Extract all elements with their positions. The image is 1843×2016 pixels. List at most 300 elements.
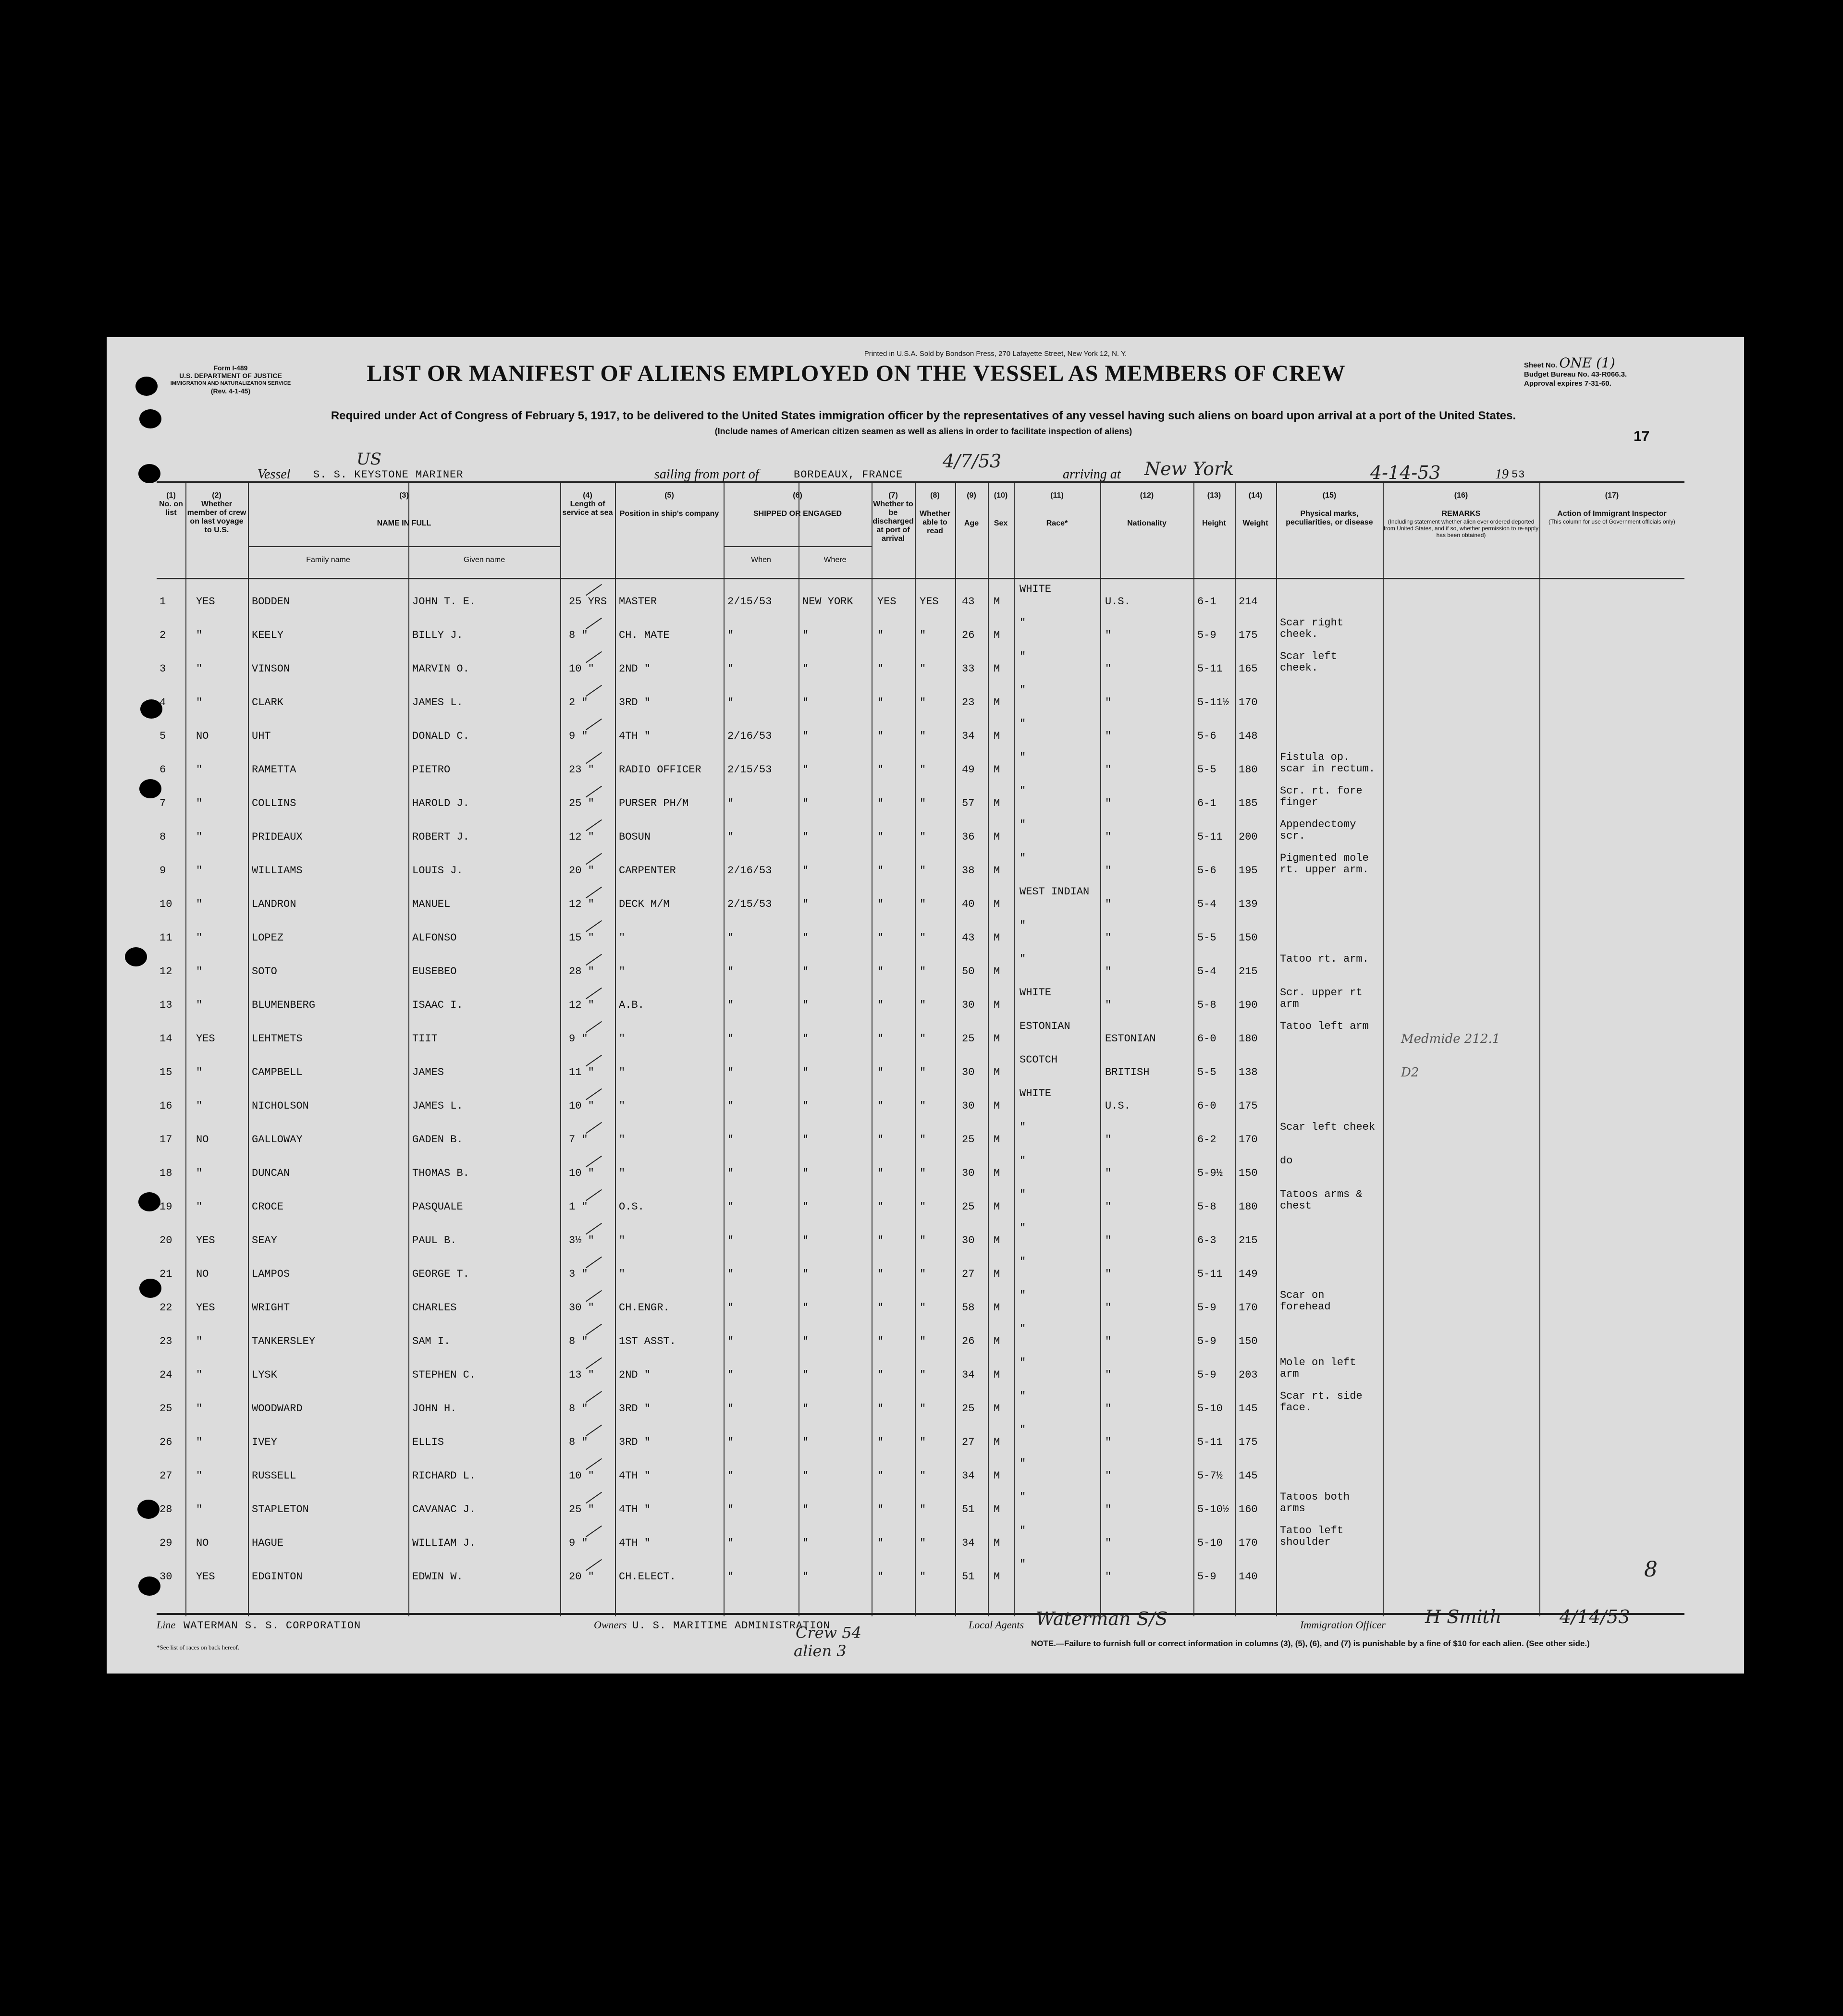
family-name: KEELY (252, 629, 284, 641)
table-row (157, 986, 1684, 1020)
col2-num: (2) (212, 491, 221, 500)
check-mark (586, 1357, 602, 1369)
last-voyage: " (196, 1167, 203, 1179)
table-row (157, 1289, 1684, 1322)
form-number: Form I-489 (213, 364, 248, 372)
shipped-when: " (727, 1201, 734, 1213)
family-name: LEHTMETS (252, 1033, 303, 1045)
department: U.S. DEPARTMENT OF JUSTICE (179, 372, 282, 379)
race: " (1020, 751, 1026, 763)
approval-expires: Approval expires 7-31-60. (1524, 379, 1611, 388)
discharged: " (877, 629, 884, 641)
last-voyage: " (196, 1066, 203, 1078)
officer-label: Immigration Officer (1300, 1619, 1386, 1631)
position: 2ND " (619, 1369, 651, 1381)
discharged: " (877, 764, 884, 776)
length-of-service: 12 " (569, 999, 594, 1011)
able-to-read: " (920, 764, 926, 776)
last-voyage: NO (196, 1134, 209, 1146)
col3-num: (3) (399, 491, 409, 500)
last-voyage: " (196, 1436, 203, 1448)
discharged: " (877, 999, 884, 1011)
shipped-where: " (802, 1234, 809, 1246)
row-number: 29 (160, 1537, 172, 1549)
sex: M (994, 1167, 1000, 1179)
sex: M (994, 1369, 1000, 1381)
physical-marks: Scr. upper rt arm (1280, 987, 1363, 1010)
crew-count-handwritten: Crew 54 (796, 1624, 861, 1642)
discharged: " (877, 1201, 884, 1213)
length-of-service: 20 " (569, 1571, 594, 1583)
given-name: JAMES L. (412, 1100, 463, 1112)
discharged: " (877, 1369, 884, 1381)
able-to-read: " (920, 1302, 926, 1314)
row-number: 28 (160, 1503, 172, 1515)
race: " (1020, 1525, 1026, 1537)
check-mark (586, 1088, 602, 1100)
length-of-service: 11 " (569, 1066, 594, 1078)
last-voyage: " (196, 865, 203, 877)
physical-marks: Scar rt. side face. (1280, 1390, 1363, 1414)
age: 51 (962, 1571, 975, 1583)
physical-marks: Tatoo left arm (1280, 1020, 1369, 1032)
height: 6-2 (1197, 1134, 1216, 1146)
nationality: " (1105, 1403, 1112, 1415)
weight: 175 (1239, 1436, 1258, 1448)
remarks: Medmide 212.1 (1401, 1032, 1500, 1046)
table-row (157, 1222, 1684, 1255)
length-of-service: 28 " (569, 965, 594, 977)
alien-count-handwritten: alien 3 (794, 1642, 847, 1660)
shipped-where: " (802, 1268, 809, 1280)
punch-hole (135, 377, 158, 396)
table-row (157, 1524, 1684, 1558)
able-to-read: " (920, 1268, 926, 1280)
sex: M (994, 965, 1000, 977)
weight: 175 (1239, 1100, 1258, 1112)
length-of-service: 8 " (569, 629, 588, 641)
shipped-when: 2/16/53 (727, 730, 772, 742)
length-of-service: 7 " (569, 1134, 588, 1146)
race: " (1020, 953, 1026, 965)
family-name: LYSK (252, 1369, 277, 1381)
family-name: LANDRON (252, 898, 296, 910)
nationality: " (1105, 730, 1112, 742)
height: 5-9 (1197, 629, 1216, 641)
row-number: 10 (160, 898, 172, 910)
race: " (1020, 1155, 1026, 1167)
col6-header: SHIPPED OR ENGAGED (753, 510, 842, 518)
table-row (157, 1188, 1684, 1222)
discharged: " (877, 696, 884, 709)
sex: M (994, 1234, 1000, 1246)
given-name: BILLY J. (412, 629, 463, 641)
last-voyage: " (196, 1369, 203, 1381)
shipped-when: " (727, 1537, 734, 1549)
margin-mark: 8 (1644, 1557, 1658, 1582)
row-number: 22 (160, 1302, 172, 1314)
able-to-read: " (920, 1369, 926, 1381)
family-name: WRIGHT (252, 1302, 290, 1314)
position: " (619, 1066, 626, 1078)
shipped-when: " (727, 932, 734, 944)
age: 33 (962, 663, 975, 675)
height: 5-10 (1197, 1537, 1223, 1549)
weight: 170 (1239, 1537, 1258, 1549)
position: 4TH " (619, 1537, 651, 1549)
row-number: 6 (160, 764, 166, 776)
last-voyage: " (196, 797, 203, 809)
col11-num: (11) (1050, 491, 1064, 500)
age: 27 (962, 1436, 975, 1448)
year-label: 19 (1495, 467, 1509, 482)
discharged: " (877, 1436, 884, 1448)
col12-header: Nationality (1127, 519, 1167, 527)
race: " (1020, 1356, 1026, 1368)
weight: 200 (1239, 831, 1258, 843)
col9-header: Age (964, 519, 979, 527)
check-mark (586, 1122, 602, 1134)
last-voyage: " (196, 965, 203, 977)
sex: M (994, 898, 1000, 910)
race: " (1020, 1558, 1026, 1570)
able-to-read: " (920, 865, 926, 877)
physical-marks: Scar left cheek (1280, 1121, 1376, 1133)
sex: M (994, 629, 1000, 641)
race-footnote: *See list of races on back hereof. (157, 1644, 240, 1651)
shipped-where: " (802, 1302, 809, 1314)
table-row (157, 1255, 1684, 1289)
row-number: 13 (160, 999, 172, 1011)
last-voyage: YES (196, 1033, 215, 1045)
shipped-when: " (727, 629, 734, 641)
shipped-where: " (802, 1066, 809, 1078)
given-name: THOMAS B. (412, 1167, 469, 1179)
given-name: GADEN B. (412, 1134, 463, 1146)
check-mark (586, 719, 602, 731)
able-to-read: " (920, 1537, 926, 1549)
physical-marks: Pigmented mole rt. upper arm. (1280, 852, 1369, 876)
check-mark (586, 1526, 602, 1538)
length-of-service: 20 " (569, 865, 594, 877)
age: 25 (962, 1134, 975, 1146)
race: " (1020, 1390, 1026, 1402)
table-row (157, 1087, 1684, 1121)
shipped-where: " (802, 629, 809, 641)
physical-marks: Tatoo left shoulder (1280, 1525, 1344, 1548)
length-of-service: 8 " (569, 1403, 588, 1415)
weight: 139 (1239, 898, 1258, 910)
col4-header: Length of service at sea (562, 500, 613, 517)
line-label: Line (157, 1619, 176, 1631)
given-name: SAM I. (412, 1335, 451, 1347)
shipped-when: " (727, 1033, 734, 1045)
row-number: 20 (160, 1234, 172, 1246)
sex: M (994, 1537, 1000, 1549)
weight: 165 (1239, 663, 1258, 675)
height: 6-0 (1197, 1100, 1216, 1112)
shipped-where: " (802, 965, 809, 977)
discharged: YES (877, 596, 897, 608)
col13-num: (13) (1207, 491, 1221, 500)
check-mark (586, 887, 602, 899)
position: RADIO OFFICER (619, 764, 701, 776)
sex: M (994, 596, 1000, 608)
discharged: " (877, 1167, 884, 1179)
last-voyage: " (196, 663, 203, 675)
height: 6-1 (1197, 797, 1216, 809)
family-name: DUNCAN (252, 1167, 290, 1179)
discharged: " (877, 663, 884, 675)
row-number: 9 (160, 865, 166, 877)
sex: M (994, 1403, 1000, 1415)
shipped-where: " (802, 865, 809, 877)
race: ESTONIAN (1020, 1020, 1070, 1032)
weight: 180 (1239, 1033, 1258, 1045)
height: 5-11 (1197, 663, 1223, 675)
shipped-when: " (727, 797, 734, 809)
age: 38 (962, 865, 975, 877)
shipped-when: " (727, 1369, 734, 1381)
row-number: 24 (160, 1369, 172, 1381)
table-row (157, 1491, 1684, 1524)
last-voyage: " (196, 1100, 203, 1112)
sex: M (994, 1335, 1000, 1347)
family-name: CROCE (252, 1201, 284, 1213)
given-name: ISAAC I. (412, 999, 463, 1011)
check-mark (586, 853, 602, 865)
age: 49 (962, 764, 975, 776)
discharged: " (877, 1066, 884, 1078)
family-name: IVEY (252, 1436, 277, 1448)
race: WHITE (1020, 1087, 1052, 1100)
able-to-read: " (920, 1100, 926, 1112)
nationality: " (1105, 1369, 1112, 1381)
shipped-when: " (727, 1436, 734, 1448)
nationality: " (1105, 1201, 1112, 1213)
nationality: U.S. (1105, 1100, 1130, 1112)
shipped-where: " (802, 932, 809, 944)
row-number: 18 (160, 1167, 172, 1179)
budget-bureau: Budget Bureau No. 43-R066.3. (1524, 370, 1627, 379)
position: CH. MATE (619, 629, 670, 641)
height: 5-5 (1197, 764, 1216, 776)
form-identifier (159, 364, 303, 395)
race: " (1020, 819, 1026, 831)
arriving-label: arriving at (1063, 467, 1121, 482)
given-name: MANUEL (412, 898, 451, 910)
discharged: " (877, 1234, 884, 1246)
discharged: " (877, 932, 884, 944)
given-name-header: Given name (463, 556, 505, 564)
agents-handwritten: Waterman S/S (1036, 1608, 1168, 1629)
family-name: EDGINTON (252, 1571, 303, 1583)
able-to-read: " (920, 831, 926, 843)
shipped-when: " (727, 1503, 734, 1515)
discharged: " (877, 1537, 884, 1549)
given-name: TIIT (412, 1033, 438, 1045)
check-mark (586, 1021, 602, 1033)
nationality: " (1105, 1167, 1112, 1179)
discharged: " (877, 1033, 884, 1045)
revision: (Rev. 4-1-45) (210, 387, 251, 395)
age: 57 (962, 797, 975, 809)
family-name: SEAY (252, 1234, 277, 1246)
table-row (157, 953, 1684, 986)
line-value: WATERMAN S. S. CORPORATION (184, 1620, 361, 1632)
given-name: PASQUALE (412, 1201, 463, 1213)
weight: 145 (1239, 1403, 1258, 1415)
race: WHITE (1020, 583, 1052, 595)
nationality: " (1105, 965, 1112, 977)
discharged: " (877, 1100, 884, 1112)
race: WHITE (1020, 987, 1052, 999)
height: 6-3 (1197, 1234, 1216, 1246)
last-voyage: YES (196, 1302, 215, 1314)
age: 25 (962, 1403, 975, 1415)
height: 5-10½ (1197, 1503, 1229, 1515)
position: 4TH " (619, 1470, 651, 1482)
age: 25 (962, 1033, 975, 1045)
length-of-service: 10 " (569, 1470, 594, 1482)
position: BOSUN (619, 831, 651, 843)
race: " (1020, 1424, 1026, 1436)
discharged: " (877, 1268, 884, 1280)
weight: 150 (1239, 1335, 1258, 1347)
race: " (1020, 684, 1026, 696)
family-name: COLLINS (252, 797, 296, 809)
nationality: " (1105, 764, 1112, 776)
manifest-document (107, 337, 1744, 1674)
age: 34 (962, 730, 975, 742)
race: " (1020, 1457, 1026, 1469)
position: A.B. (619, 999, 644, 1011)
given-name: PAUL B. (412, 1234, 457, 1246)
position: CH.ELECT. (619, 1571, 676, 1583)
position: " (619, 1268, 626, 1280)
age: 30 (962, 1167, 975, 1179)
age: 30 (962, 1066, 975, 1078)
last-voyage: YES (196, 1571, 215, 1583)
nationality: " (1105, 663, 1112, 675)
given-name: DONALD C. (412, 730, 469, 742)
nationality: " (1105, 1335, 1112, 1347)
shipped-where: " (802, 1403, 809, 1415)
check-mark (586, 1156, 602, 1168)
discharged: " (877, 797, 884, 809)
nationality: U.S. (1105, 596, 1130, 608)
shipped-where: " (802, 730, 809, 742)
given-name: MARVIN O. (412, 663, 469, 675)
race: " (1020, 1491, 1026, 1503)
sex: M (994, 696, 1000, 709)
given-name: EDWIN W. (412, 1571, 463, 1583)
sex: M (994, 1302, 1000, 1314)
able-to-read: " (920, 1033, 926, 1045)
row-number: 8 (160, 831, 166, 843)
shipped-when: " (727, 1167, 734, 1179)
last-voyage: NO (196, 1268, 209, 1280)
col7-header: Whether to be discharged at port of arrival (872, 500, 914, 543)
include-note: (Include names of American citizen seamen as well as aliens in order to facilitate inspection of aliens) (714, 427, 1132, 436)
sheet-info (1524, 355, 1735, 388)
table-row (157, 684, 1684, 717)
col16-num: (16) (1454, 491, 1468, 500)
weight: 148 (1239, 730, 1258, 742)
physical-marks: Scar on forehead (1280, 1289, 1331, 1313)
able-to-read: " (920, 730, 926, 742)
weight: 150 (1239, 1167, 1258, 1179)
nationality: " (1105, 1537, 1112, 1549)
check-mark (586, 786, 602, 798)
shipped-when: " (727, 965, 734, 977)
age: 43 (962, 932, 975, 944)
nationality: " (1105, 696, 1112, 709)
physical-marks: Scr. rt. fore finger (1280, 785, 1363, 808)
weight: 185 (1239, 797, 1258, 809)
length-of-service: 13 " (569, 1369, 594, 1381)
physical-marks: Scar left cheek. (1280, 650, 1337, 674)
physical-marks: Scar right cheek. (1280, 617, 1344, 640)
weight: 170 (1239, 696, 1258, 709)
table-row (157, 1390, 1684, 1423)
shipped-where: " (802, 663, 809, 675)
given-name: WILLIAM J. (412, 1537, 476, 1549)
sex: M (994, 1033, 1000, 1045)
table-row (157, 885, 1684, 919)
length-of-service: 2 " (569, 696, 588, 709)
shipped-where: " (802, 764, 809, 776)
sex: M (994, 663, 1000, 675)
check-mark (586, 1257, 602, 1269)
weight: 203 (1239, 1369, 1258, 1381)
weight: 180 (1239, 1201, 1258, 1213)
weight: 140 (1239, 1571, 1258, 1583)
height: 5-9½ (1197, 1167, 1223, 1179)
sheet-label: Sheet No. (1524, 361, 1558, 369)
table-row (157, 1457, 1684, 1491)
act-requirement: Required under Act of Congress of February 5, 1917, to be delivered to the United States immigration officer by the representatives of any vessel having such aliens on board upon arrival at a port of the United States. (331, 409, 1516, 422)
row-number: 27 (160, 1470, 172, 1482)
discharged: " (877, 965, 884, 977)
length-of-service: 1 " (569, 1201, 588, 1213)
sailing-port: BORDEAUX, FRANCE (794, 469, 903, 481)
shipped-where: " (802, 1436, 809, 1448)
age: 50 (962, 965, 975, 977)
age: 58 (962, 1302, 975, 1314)
position: MASTER (619, 596, 657, 608)
row-number: 14 (160, 1033, 172, 1045)
row-number: 30 (160, 1571, 172, 1583)
race: " (1020, 650, 1026, 662)
check-mark (586, 954, 602, 966)
sex: M (994, 932, 1000, 944)
nationality: " (1105, 999, 1112, 1011)
sex: M (994, 1201, 1000, 1213)
weight: 175 (1239, 629, 1258, 641)
age: 25 (962, 1201, 975, 1213)
given-name: HAROLD J. (412, 797, 469, 809)
row-number: 11 (160, 932, 172, 944)
weight: 145 (1239, 1470, 1258, 1482)
last-voyage: " (196, 764, 203, 776)
height: 5-6 (1197, 865, 1216, 877)
table-row (157, 1020, 1684, 1053)
height: 6-1 (1197, 596, 1216, 608)
nationality: " (1105, 1134, 1112, 1146)
discharged: " (877, 1302, 884, 1314)
table-row (157, 1423, 1684, 1457)
